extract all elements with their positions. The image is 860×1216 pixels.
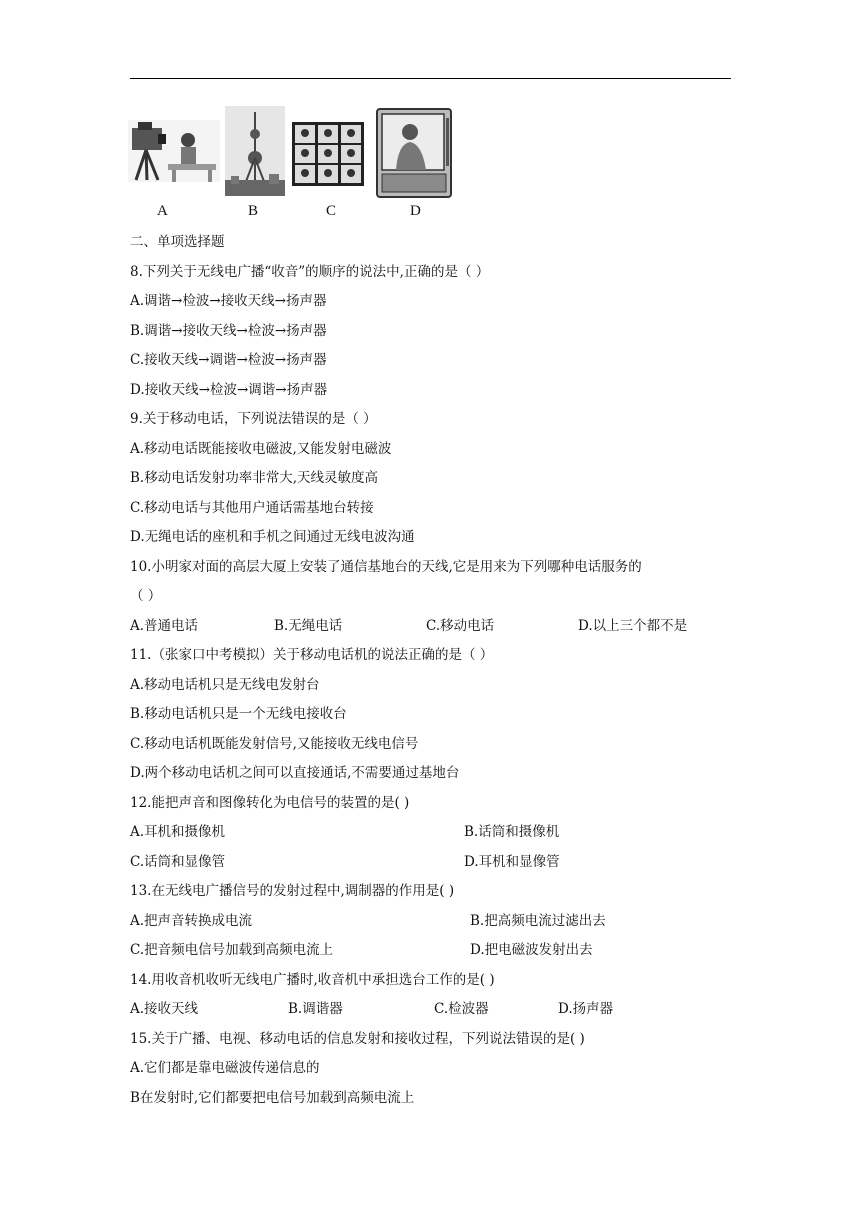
section-heading: 二、单项选择题 bbox=[130, 234, 225, 250]
question-11-stem: 11.（张家口中考模拟）关于移动电话机的说法正确的是（ ） bbox=[130, 647, 494, 663]
question-8-stem: 8.下列关于无线电广播“收音”的顺序的说法中,正确的是（ ） bbox=[130, 264, 490, 280]
question-11-option-b: B.移动电话机只是一个无线电接收台 bbox=[130, 706, 347, 722]
question-10-option-d: D.以上三个都不是 bbox=[578, 618, 688, 634]
question-12-option-c: C.话筒和显像管 bbox=[130, 854, 226, 870]
question-14-option-b: B.调谐器 bbox=[288, 1001, 343, 1017]
question-13-stem: 13.在无线电广播信号的发射过程中,调制器的作用是( ) bbox=[130, 883, 455, 899]
question-8-option-b: B.调谐→接收天线→检波→扬声器 bbox=[130, 323, 327, 339]
question-10-option-a: A.普通电话 bbox=[130, 618, 199, 634]
question-14-option-d: D.扬声器 bbox=[558, 1001, 614, 1017]
question-10-option-c: C.移动电话 bbox=[426, 618, 495, 634]
figure-label-c: C bbox=[326, 203, 337, 219]
question-13-option-a: A.把声音转换成电流 bbox=[130, 913, 253, 929]
question-9-option-d: D.无绳电话的座机和手机之间通过无线电波沟通 bbox=[130, 529, 415, 545]
question-12-stem: 12.能把声音和图像转化为电信号的装置的是( ) bbox=[130, 795, 410, 811]
figure-row bbox=[128, 106, 458, 222]
question-9-option-c: C.移动电话与其他用户通话需基地台转接 bbox=[130, 500, 374, 516]
question-10-stem: 10.小明家对面的高层大厦上安装了通信基地台的天线,它是用来为下列哪种电话服务的 bbox=[130, 559, 642, 575]
question-9-stem: 9.关于移动电话，下列说法错误的是（ ） bbox=[130, 411, 377, 427]
question-12-option-d: D.耳机和显像管 bbox=[464, 854, 560, 870]
question-8-option-d: D.接收天线→检波→调谐→扬声器 bbox=[130, 382, 328, 398]
question-12-option-a: A.耳机和摄像机 bbox=[130, 824, 226, 840]
television-icon bbox=[376, 108, 452, 198]
header-rule bbox=[130, 78, 731, 79]
question-8-option-c: C.接收天线→调谐→检波→扬声器 bbox=[130, 352, 327, 368]
image-grid-icon bbox=[292, 122, 364, 186]
figure-label-a: A bbox=[157, 203, 168, 219]
question-11-option-d: D.两个移动电话机之间可以直接通话,不需要通过基地台 bbox=[130, 765, 460, 781]
question-13-option-d: D.把电磁波发射出去 bbox=[470, 942, 593, 958]
question-13-option-c: C.把音频电信号加载到高频电流上 bbox=[130, 942, 334, 958]
question-9-option-b: B.移动电话发射功率非常大,天线灵敏度高 bbox=[130, 470, 379, 486]
question-11-option-c: C.移动电话机既能发射信号,又能接收无线电信号 bbox=[130, 736, 419, 752]
question-8-option-a: A.调谐→检波→接收天线→扬声器 bbox=[130, 293, 327, 309]
figure-label-b: B bbox=[248, 203, 259, 219]
question-9-option-a: A.移动电话既能接收电磁波,又能发射电磁波 bbox=[130, 441, 392, 457]
question-14-option-c: C.检波器 bbox=[434, 1001, 489, 1017]
question-14-stem: 14.用收音机收听无线电广播时,收音机中承担选台工作的是( ) bbox=[130, 972, 495, 988]
question-10-option-b: B.无绳电话 bbox=[274, 618, 343, 634]
tv-tower-image bbox=[225, 106, 285, 196]
question-15-option-a: A.它们都是靠电磁波传递信息的 bbox=[130, 1060, 320, 1076]
question-11-option-a: A.移动电话机只是无线电发射台 bbox=[130, 677, 320, 693]
question-13-option-b: B.把高频电流过滤出去 bbox=[470, 913, 606, 929]
question-10-stem-bracket: （ ） bbox=[130, 588, 162, 604]
question-12-option-b: B.话筒和摄像机 bbox=[464, 824, 560, 840]
question-15-option-b: B在发射时,它们都要把电信号加载到高频电流上 bbox=[130, 1090, 415, 1106]
figure-label-d: D bbox=[410, 203, 421, 219]
question-14-option-a: A.接收天线 bbox=[130, 1001, 199, 1017]
question-15-stem: 15.关于广播、电视、移动电话的信息发射和接收过程，下列说法错误的是( ) bbox=[130, 1031, 585, 1047]
camera-studio-image bbox=[128, 106, 220, 186]
